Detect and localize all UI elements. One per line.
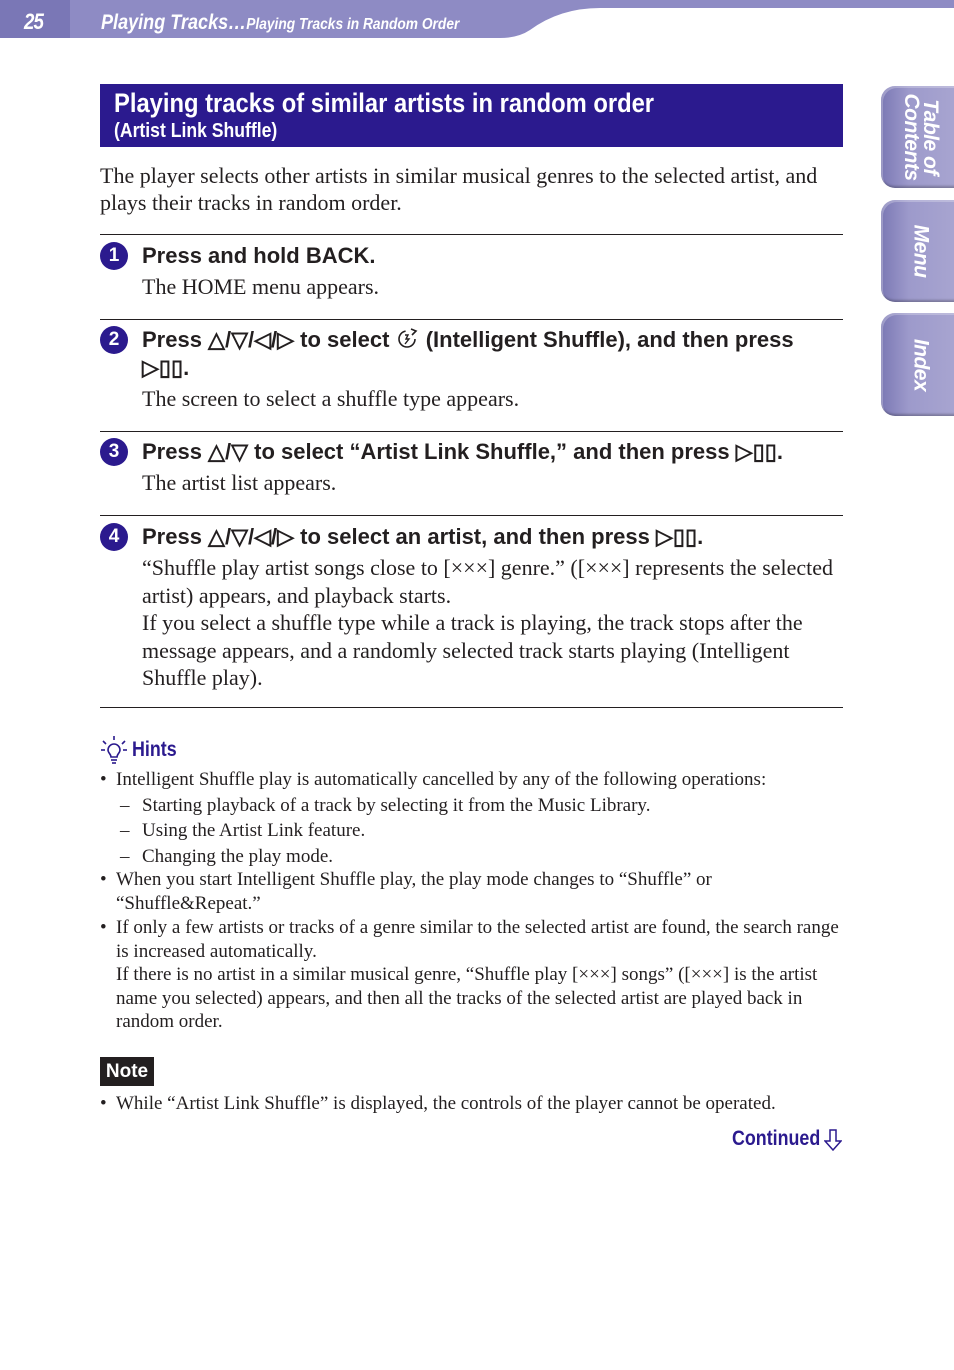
step-number: 3	[100, 438, 128, 466]
list-item	[120, 845, 845, 869]
bullet: •	[100, 869, 107, 890]
bullet: •	[100, 917, 107, 938]
tab-menu-label: Menu	[909, 224, 933, 278]
step-result: “Shuffle play artist songs close to [×××] genre.” ([×××] represents the selected artist) appears, and playback starts.	[142, 555, 834, 608]
divider	[100, 431, 843, 432]
step-result: The HOME menu appears.	[142, 274, 380, 299]
hint-text: When you start Intelligent Shuffle play, the play mode changes to “Shuffle” or “Shuffle&Repeat.”	[116, 869, 712, 914]
bullet: •	[100, 769, 107, 790]
dash: –	[120, 820, 130, 841]
tab-table-of-contents-label: Table of Contents	[900, 93, 942, 181]
list-item	[120, 794, 845, 818]
step-number: 1	[100, 242, 128, 270]
divider	[100, 515, 843, 516]
note-list	[100, 1092, 845, 1116]
note-badge: Note	[100, 1057, 154, 1086]
breadcrumb-subsection: Playing Tracks in Random Order	[246, 16, 460, 33]
page-title	[100, 84, 843, 147]
step-number: 2	[100, 326, 128, 354]
tab-index-label: Index	[909, 338, 933, 391]
continued-link[interactable]	[732, 1127, 836, 1151]
bullet: •	[100, 1093, 107, 1114]
hint-subtext: Changing the play mode.	[142, 845, 334, 867]
hints-list	[100, 768, 845, 1034]
step-instruction-part-b: (Intelligent Shuffle), and then press	[425, 327, 794, 352]
lightbulb-icon	[100, 735, 128, 765]
hint-subtext: Starting playback of a track by selecting it from the Music Library.	[142, 794, 651, 816]
step-instruction: Press and hold BACK.	[142, 243, 376, 268]
list-item	[100, 916, 845, 1034]
title-sub: (Artist Link Shuffle)	[114, 120, 278, 142]
step-result-extra: If you select a shuffle type while a track is playing, the track stops after the message appears, and a randomly selected track starts playing (Intelligent Shuffle play).	[142, 610, 803, 690]
step-result: The screen to select a shuffle type appears.	[142, 386, 520, 411]
hint-text: If there is no artist in a similar musical genre, “Shuffle play [×××] songs” ([×××] is the artist name you selected) appears, and then all the tracks of the selected artist are played back in random order.	[116, 964, 818, 1032]
step-instruction	[142, 326, 842, 382]
breadcrumb-section: Playing Tracks…	[101, 11, 247, 34]
title-main: Playing tracks of similar artists in random order	[114, 88, 655, 118]
play-pause-icon: ▷▯▯.	[142, 355, 190, 380]
hint-text: If only a few artists or tracks of a genre similar to the selected artist are found, the search range is increased automatically.	[116, 917, 839, 962]
intro-text: The player selects other artists in similar musical genres to the selected artist, and plays their tracks in random order.	[100, 163, 818, 215]
tab-index[interactable]	[881, 313, 954, 416]
tab-menu[interactable]	[881, 200, 954, 302]
dash: –	[120, 845, 130, 867]
step-result: The artist list appears.	[142, 470, 337, 495]
list-item	[100, 1092, 845, 1116]
list-item	[100, 868, 845, 915]
step-instruction: Press △/▽/◁/▷ to select an artist, and then press ▷▯▯.	[142, 524, 704, 549]
hint-text: Intelligent Shuffle play is automatically cancelled by any of the following operations:	[116, 769, 767, 790]
list-item	[120, 819, 845, 843]
divider	[100, 234, 843, 235]
note-text: While “Artist Link Shuffle” is displayed, the controls of the player cannot be operated.	[116, 1093, 776, 1114]
hint-subtext: Using the Artist Link feature.	[142, 820, 366, 841]
step-instruction: Press △/▽ to select “Artist Link Shuffle,” and then press ▷▯▯.	[142, 439, 783, 464]
divider	[100, 707, 843, 708]
continued-label: Continued	[732, 1127, 821, 1150]
hints-label: Hints	[132, 738, 177, 761]
step-instruction-part-a: Press △/▽/◁/▷ to select	[142, 327, 390, 352]
page-number: 25	[24, 9, 44, 34]
list-item	[100, 768, 845, 792]
step-number: 4	[100, 523, 128, 551]
arrow-down-icon	[824, 1129, 842, 1151]
breadcrumb	[101, 11, 459, 35]
intelligent-shuffle-icon	[396, 326, 420, 350]
divider	[100, 319, 843, 320]
dash: –	[120, 794, 130, 816]
tab-table-of-contents[interactable]	[881, 86, 954, 188]
